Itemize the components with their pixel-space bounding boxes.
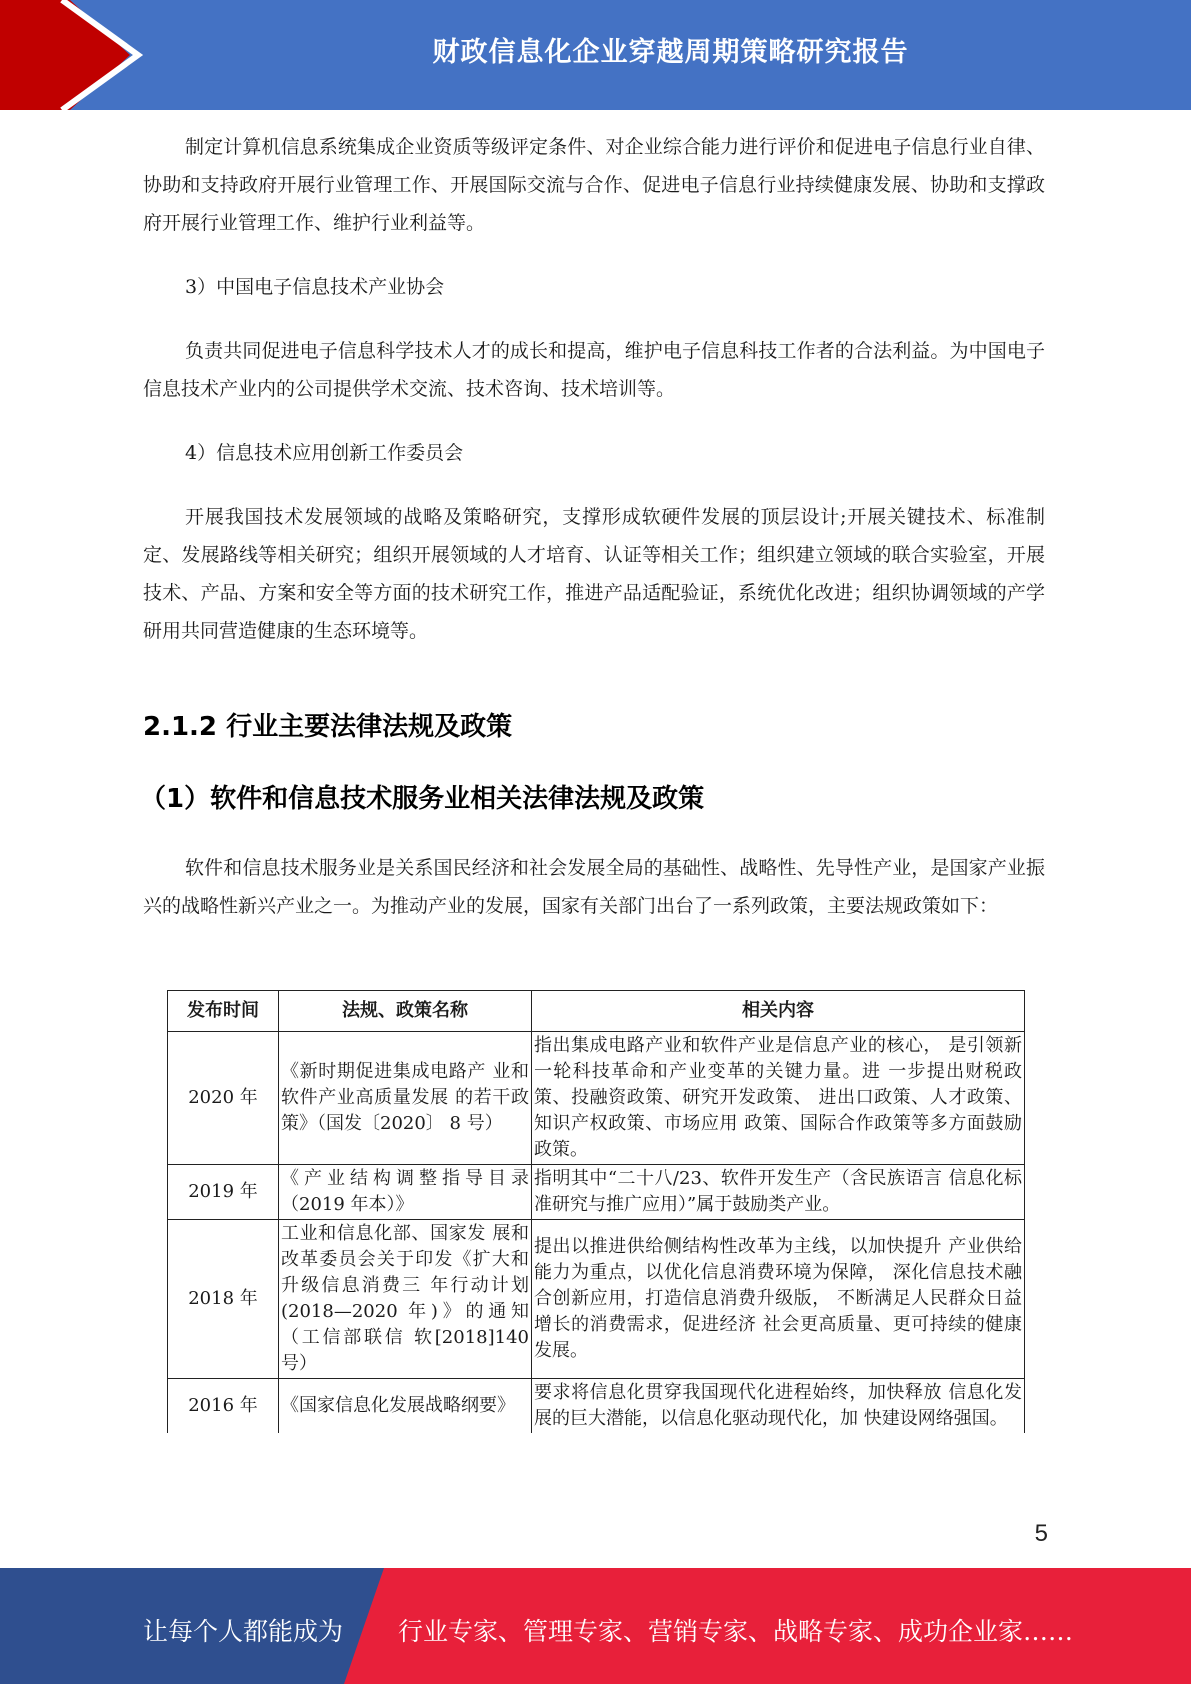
header-chevron-decoration — [0, 0, 160, 110]
table-row — [168, 1220, 1025, 1379]
row-policy-name: 工业和信息化部、国家发 展和改革委员会关于印发《扩大和升级信息消费三 年行动计划(2018—2020 年)》的通知（工信部联信 软[2018]140 号） — [279, 1220, 532, 1379]
row-policy-name: 《产业结构调整指导目录（2019 年本）》 — [279, 1165, 532, 1220]
paragraph-2: 负责共同促进电子信息科学技术人才的成长和提高，维护电子信息科技工作者的合法利益。为中国电子信息技术产业内的公司提供学术交流、技术咨询、技术培训等。 — [143, 340, 1045, 400]
paragraph-4: 软件和信息技术服务业是关系国民经济和社会发展全局的基础性、战略性、先导性产业，是国家产业振兴的战略性新兴产业之一。为推动产业的发展，国家有关部门出台了一系列政策，主要法规政策如下： — [143, 857, 1045, 917]
row-content: 指明其中“二十八/23、软件开发生产（含民族语言 信息化标准研究与推广应用）”属于鼓励类产业。 — [532, 1165, 1025, 1220]
page-footer — [0, 1568, 1191, 1684]
row-policy-name: 《国家信息化发展战略纲要》 — [279, 1379, 532, 1434]
row-year: 2020 年 — [168, 1032, 279, 1165]
report-title: 财政信息化企业穿越周期策略研究报告 — [432, 37, 909, 68]
row-policy-name: 《新时期促进集成电路产 业和软件产业高质量发展 的若干政策》（国发〔2020〕 8 号） — [279, 1032, 532, 1165]
table-row — [168, 1379, 1025, 1434]
policy-table — [167, 990, 1025, 1433]
subsection-heading: （1）软件和信息技术服务业相关法律法规及政策 — [140, 784, 705, 814]
row-year: 2019 年 — [168, 1165, 279, 1220]
col-header-date: 发布时间 — [168, 991, 279, 1032]
col-header-content: 相关内容 — [532, 991, 1025, 1032]
page-number: 5 — [1034, 1520, 1048, 1547]
col-header-name: 法规、政策名称 — [279, 991, 532, 1032]
list-item-4: 4）信息技术应用创新工作委员会 — [185, 442, 464, 464]
row-year: 2018 年 — [168, 1220, 279, 1379]
intro-block — [143, 849, 1045, 925]
paragraph-3: 开展我国技术发展领域的战略及策略研究，支撑形成软硬件发展的顶层设计;开展关键技术、标准制定、发展路线等相关研究；组织开展领域的人才培育、认证等相关工作；组织建立领域的联合实验室，开展技术、产品、方案和安全等方面的技术研究工作，推进产品适配验证，系统优化改进；组织协调领域的产学研用共同营造健康的生态环境等。 — [143, 506, 1045, 642]
page-header — [0, 0, 1191, 110]
table-row — [168, 1032, 1025, 1165]
row-content: 提出以推进供给侧结构性改革为主线，以加快提升 产业供给能力为重点，以优化信息消费环境为保障， 深化信息技术融合创新应用，打造信息消费升级版， 不断满足人民群众日益增长的消费需求，促进经济 社会更高质量、更可持续的健康发展。 — [532, 1220, 1025, 1379]
page-body — [143, 128, 1045, 650]
footer-slogan-left: 让每个人都能成为 — [143, 1617, 344, 1646]
paragraph-1: 制定计算机信息系统集成企业资质等级评定条件、对企业综合能力进行评价和促进电子信息行业自律、协助和支持政府开展行业管理工作、开展国际交流与合作、促进电子信息行业持续健康发展、协助和支撑政府开展行业管理工作、维护行业利益等。 — [143, 136, 1045, 234]
table-header-row — [168, 991, 1025, 1032]
list-item-3: 3）中国电子信息技术产业协会 — [185, 276, 445, 298]
row-content: 指出集成电路产业和软件产业是信息产业的核心， 是引领新一轮科技革命和产业变革的关键力量。进 一步提出财税政策、投融资政策、研究开发政策、 进出口政策、人才政策、知识产权政策、市场应用 政策、国际合作政策等多方面鼓励政策。 — [532, 1032, 1025, 1165]
row-content: 要求将信息化贯穿我国现代化进程始终，加快释放 信息化发展的巨大潜能，以信息化驱动现代化，加 快建设网络强国。 — [532, 1379, 1025, 1434]
row-year: 2016 年 — [168, 1379, 279, 1434]
footer-slogan-right: 行业专家、管理专家、营销专家、战略专家、成功企业家…… — [398, 1617, 1074, 1646]
section-heading: 2.1.2 行业主要法律法规及政策 — [143, 712, 513, 742]
table-row — [168, 1165, 1025, 1220]
